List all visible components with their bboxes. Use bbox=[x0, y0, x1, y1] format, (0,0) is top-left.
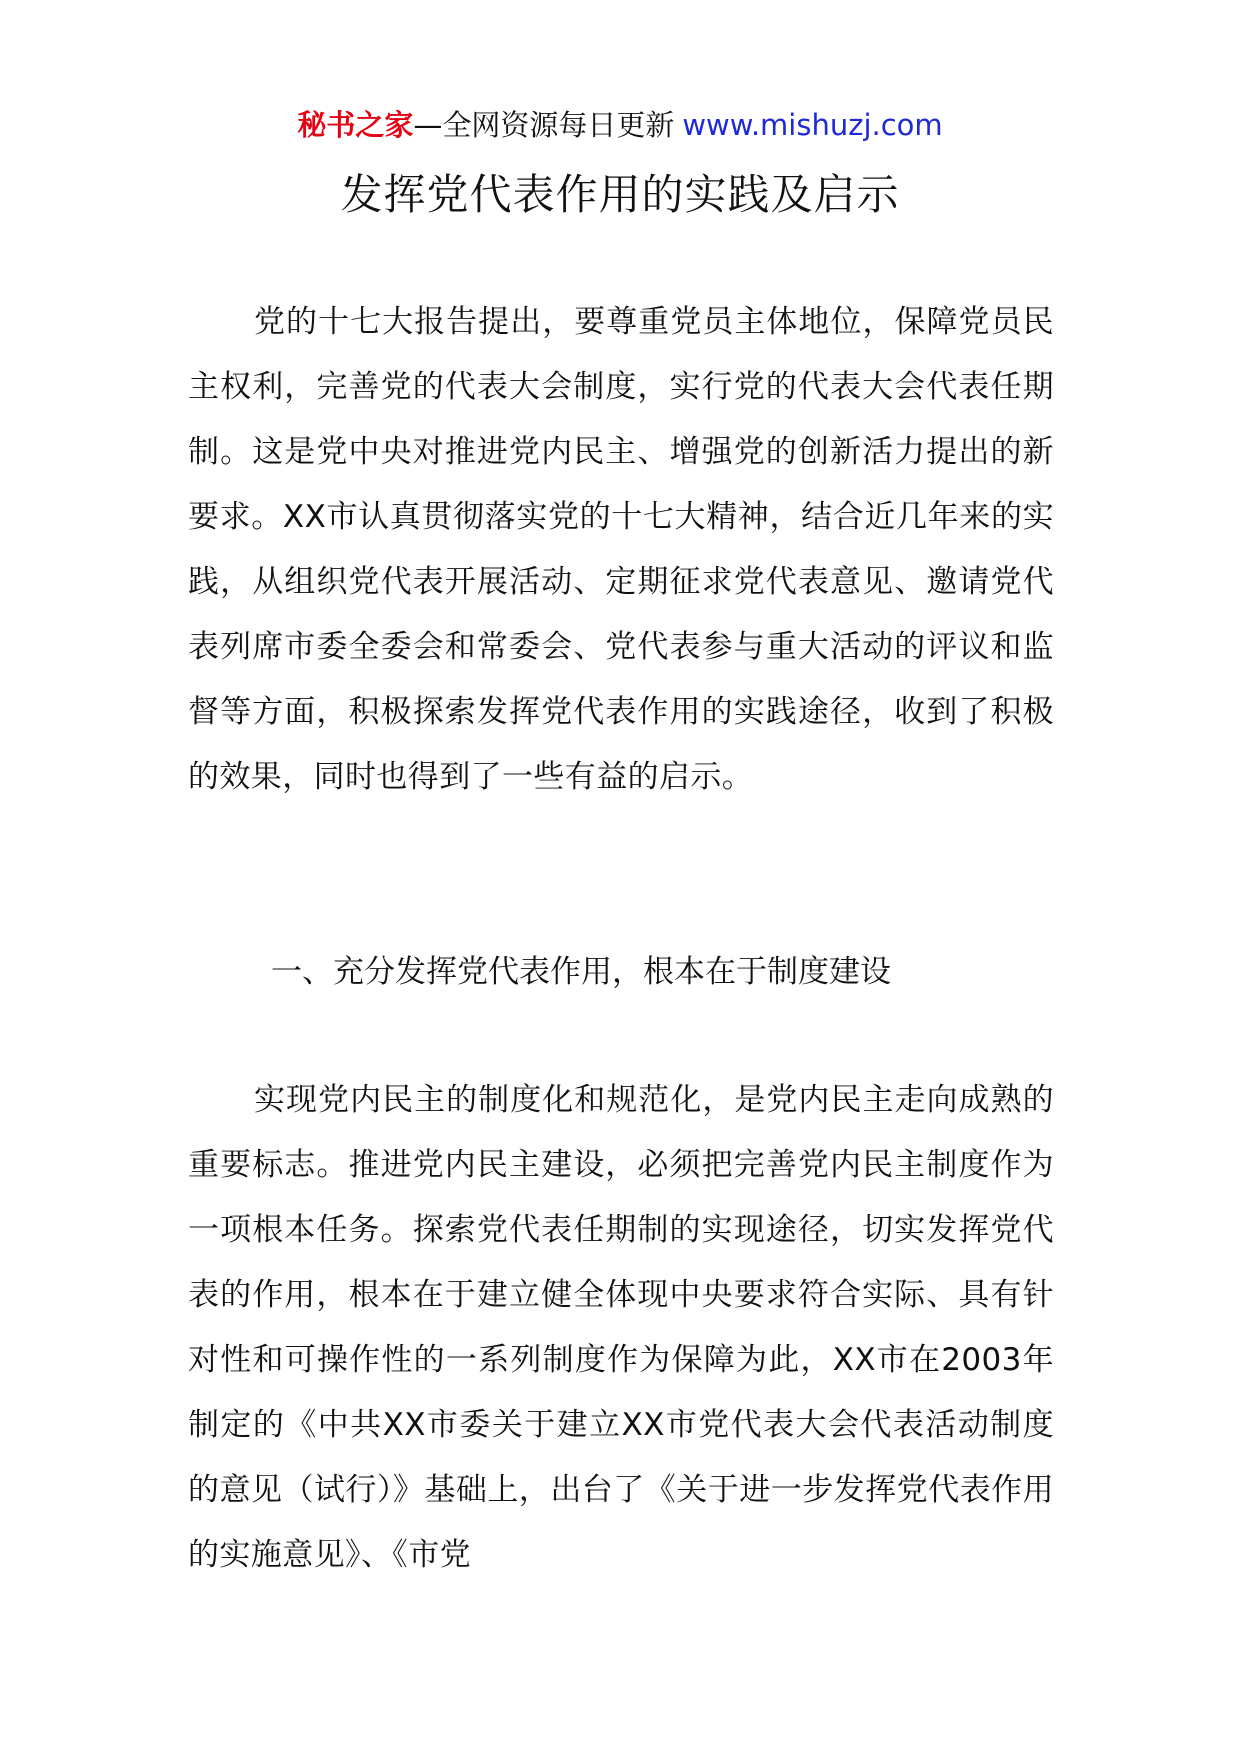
site-name: 秘书之家 bbox=[297, 108, 414, 142]
body-paragraph: 党的十七大报告提出，要尊重党员主体地位，保障党员民主权利，完善党的代表大会制度，实行党的代表大会代表任期制。这是党中央对推进党内民主、增强党的创新活力提出的新要求。XX市认真贯彻落实党的十七大精神，结合近几年来的实践，从组织党代表开展活动、定期征求党代表意见、邀请党代表列席市委全委会和常委会、党代表参与重大活动的评议和监督等方面，积极探索发挥党代表作用的实践途径，收到了积极的效果，同时也得到了一些有益的启示。 bbox=[188, 304, 1054, 795]
section-heading: 一、充分发挥党代表作用，根本在于制度建设 bbox=[271, 954, 891, 990]
site-url-link[interactable]: www.mishuzj.com bbox=[682, 108, 943, 142]
body-paragraph: 实现党内民主的制度化和规范化，是党内民主走向成熟的重要标志。推进党内民主建设，必须把完善党内民主制度作为一项根本任务。探索党代表任期制的实现途径，切实发挥党代表的作用，根本在于建立健全体现中央要求符合实际、具有针对性和可操作性的一系列制度作为保障为此，XX市在2003年制定的《中共XX市委关于建立XX市党代表大会代表活动制度的意见（试行）》基础上，出台了《关于进一步发挥党代表作用的实施意见》、《市党 bbox=[188, 1082, 1054, 1573]
document-title: 发挥党代表作用的实践及启示 bbox=[340, 170, 900, 219]
site-header bbox=[0, 100, 1240, 150]
site-tagline: —全网资源每日更新 bbox=[413, 108, 675, 142]
